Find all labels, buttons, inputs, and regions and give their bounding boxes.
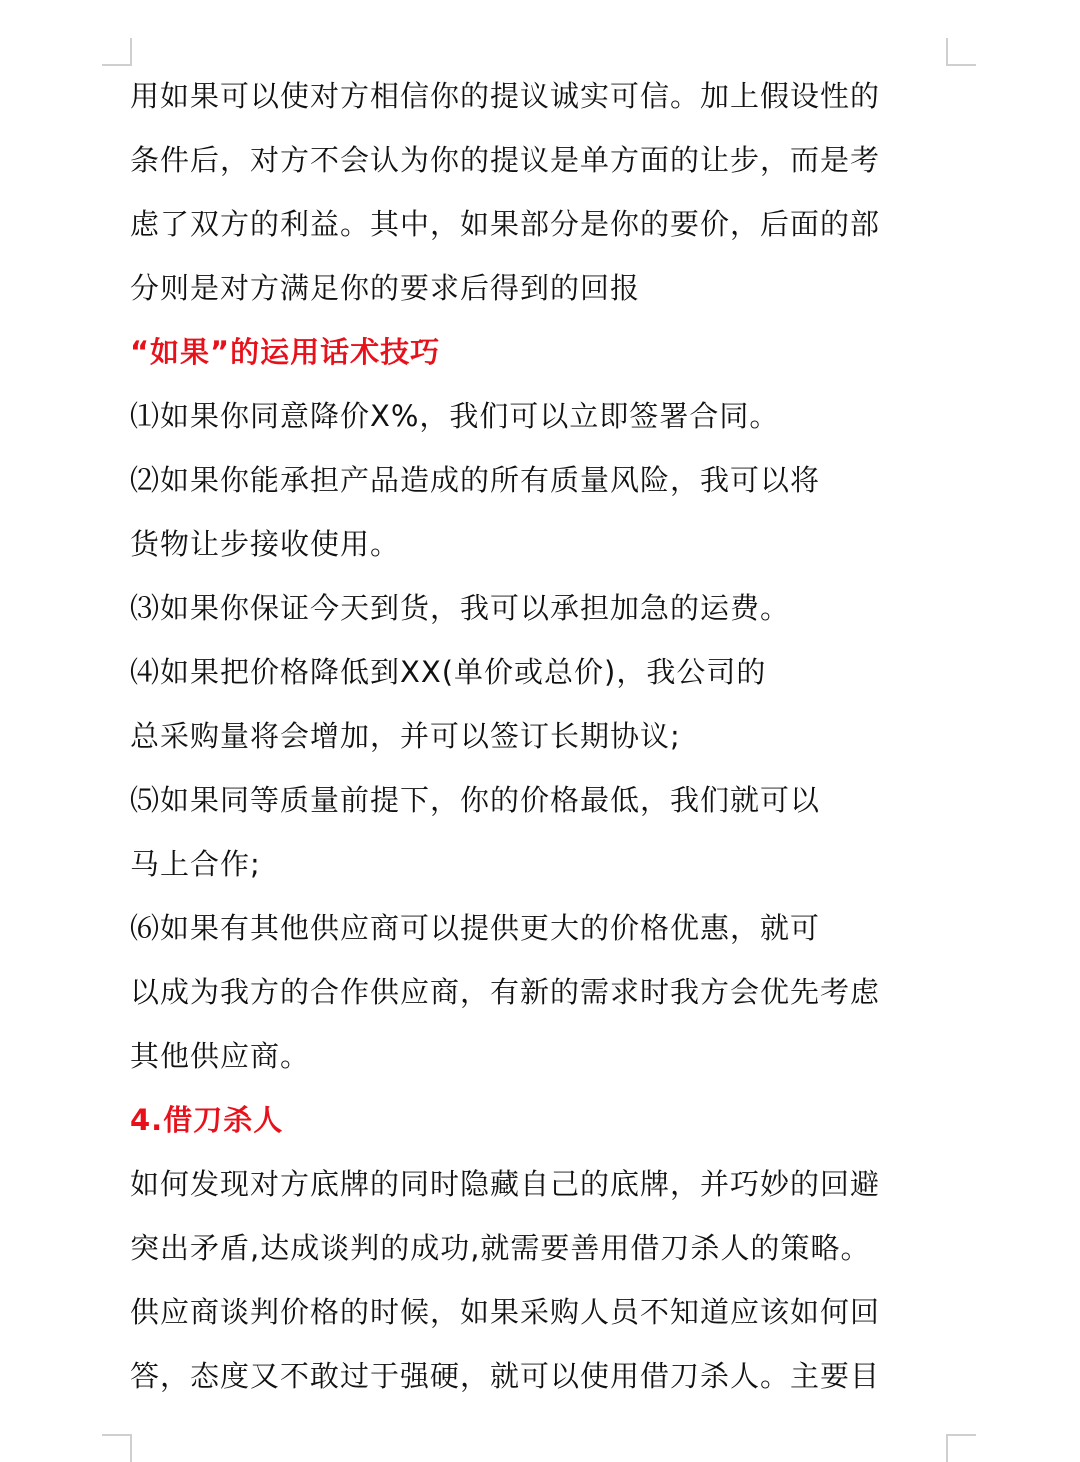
document-body xyxy=(130,64,910,1408)
section-heading-borrowed-knife: 4.借刀杀人 xyxy=(130,1103,284,1137)
list-item-4: ⑷如果把价格降低到XX(单价或总价)，我公司的 xyxy=(130,655,767,689)
page-corner-mark-bottom-left xyxy=(102,1434,132,1462)
page-corner-mark-top-right xyxy=(946,38,976,66)
list-item-1: ⑴如果你同意降价X%，我们可以立即签署合同。 xyxy=(130,399,780,433)
paragraph-line: 答，态度又不敢过于强硬，就可以使用借刀杀人。主要目 xyxy=(130,1359,881,1393)
list-item-3: ⑶如果你保证今天到货，我可以承担加急的运费。 xyxy=(130,591,791,625)
section-heading-if-techniques: “如果”的运用话术技巧 xyxy=(130,335,441,369)
list-item-6: ⑹如果有其他供应商可以提供更大的价格优惠，就可 xyxy=(130,911,821,945)
page-corner-mark-top-left xyxy=(102,38,132,66)
paragraph-line: 用如果可以使对方相信你的提议诚实可信。加上假设性的 xyxy=(130,79,881,113)
list-item-5-continued: 马上合作; xyxy=(130,847,261,881)
list-item-2: ⑵如果你能承担产品造成的所有质量风险，我可以将 xyxy=(130,463,821,497)
list-item-6-continued: 以成为我方的合作供应商，有新的需求时我方会优先考虑 xyxy=(130,975,881,1009)
list-item-6-continued: 其他供应商。 xyxy=(130,1039,311,1073)
list-item-4-continued: 总采购量将会增加，并可以签订长期协议; xyxy=(130,719,681,753)
list-item-2-continued: 货物让步接收使用。 xyxy=(130,527,401,561)
list-item-5: ⑸如果同等质量前提下，你的价格最低，我们就可以 xyxy=(130,783,821,817)
paragraph-line: 供应商谈判价格的时候，如果采购人员不知道应该如何回 xyxy=(130,1295,881,1329)
paragraph-line: 虑了双方的利益。其中，如果部分是你的要价，后面的部 xyxy=(130,207,881,241)
paragraph-line: 分则是对方满足你的要求后得到的回报 xyxy=(130,271,641,305)
paragraph-line: 突出矛盾,达成谈判的成功,就需要善用借刀杀人的策略。 xyxy=(130,1231,871,1265)
page-corner-mark-bottom-right xyxy=(946,1434,976,1462)
paragraph-line: 如何发现对方底牌的同时隐藏自己的底牌，并巧妙的回避 xyxy=(130,1167,881,1201)
paragraph-line: 条件后，对方不会认为你的提议是单方面的让步，而是考 xyxy=(130,143,881,177)
